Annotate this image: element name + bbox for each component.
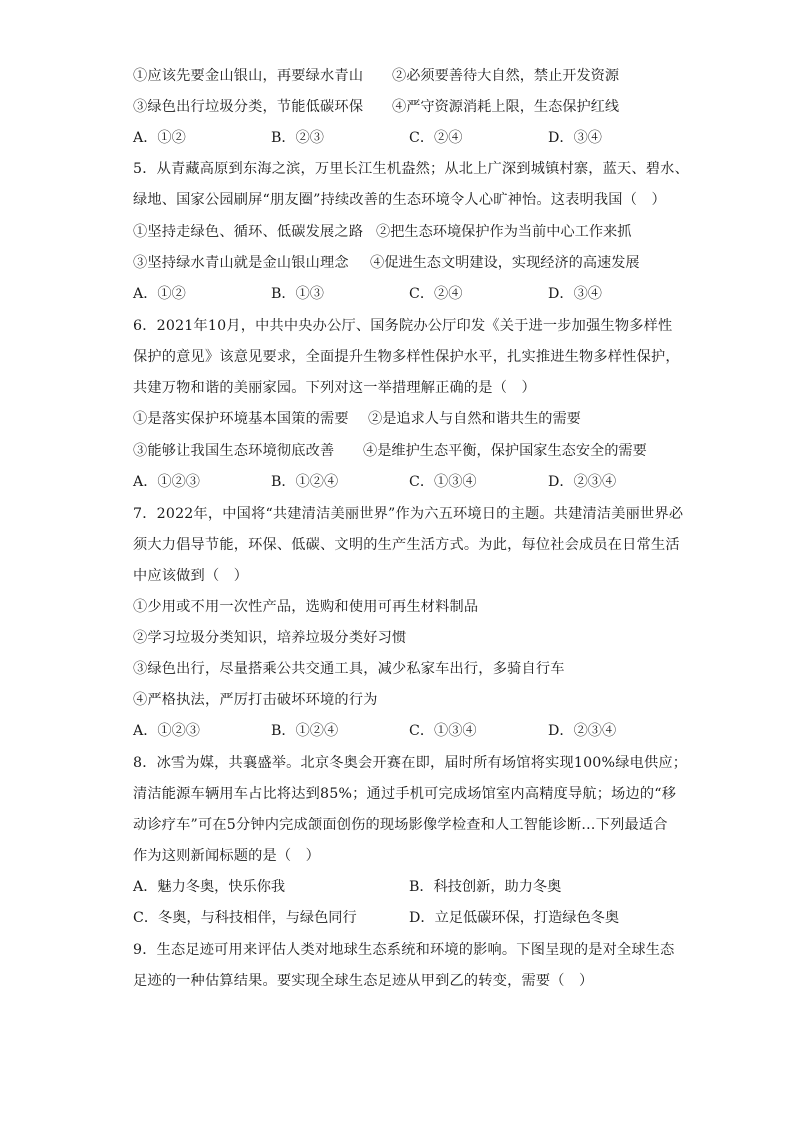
q5-stem-line-1: 5．从青藏高原到东海之滨，万里长江生机盎然；从北上广深到城镇村寨，蓝天、碧水、: [133, 161, 689, 177]
q9-stem-line-2: 足迹的一种估算结果。要实现全球生态足迹从甲到乙的转变，需要（ ）: [133, 973, 594, 989]
q5-statement-3: ③坚持绿水青山就是金山银山理念: [133, 255, 349, 271]
q7-statement-1: ①少用或不用一次性产品，选购和使用可再生材料制品: [133, 599, 479, 615]
q6-statement-2: ②是追求人与自然和谐共生的需要: [368, 411, 581, 427]
q7-option-b[interactable]: B．①②④: [271, 723, 339, 739]
q5-option-d[interactable]: D．③④: [548, 286, 602, 302]
q7-option-a[interactable]: A．①②③: [133, 723, 200, 739]
q5-statement-1: ①坚持走绿色、循环、低碳发展之路: [133, 224, 364, 240]
q6-stem-line-1: 6．2021年10月，中共中央办公厅、国务院办公厅印发《关于进一步加强生物多样性: [133, 318, 673, 334]
q5-statement-2: ②把生态环境保护作为当前中心工作来抓: [376, 224, 632, 240]
q4-option-d[interactable]: D．③④: [548, 130, 602, 146]
q4-statement-4: ④严守资源消耗上限，生态保护红线: [392, 99, 620, 115]
q8-stem-line-3: 动诊疗车”可在5分钟内完成颌面创伤的现场影像学检查和人工智能诊断…下列最适合: [133, 817, 668, 833]
q6-stem-line-3: 共建万物和谐的美丽家园。下列对这一举措理解正确的是（ ）: [133, 380, 536, 396]
q8-option-d[interactable]: D．立足低碳环保，打造绿色冬奥: [409, 910, 620, 926]
q6-option-a[interactable]: A．①②③: [133, 474, 200, 490]
q6-statement-4: ④是维护生态平衡，保护国家生态安全的需要: [363, 443, 647, 459]
q6-statement-1: ①是落实保护环境基本国策的需要: [133, 411, 349, 427]
q8-option-c[interactable]: C．冬奥，与科技相伴，与绿色同行: [133, 910, 357, 926]
q7-option-c[interactable]: C．①③④: [409, 723, 477, 739]
q8-stem-line-2: 清洁能源车辆用车占比将达到85%；通过手机可完成场馆室内高精度导航；场边的“移: [133, 786, 677, 802]
q7-statement-3: ③绿色出行，尽量搭乘公共交通工具，减少私家车出行，多骑自行车: [133, 661, 565, 677]
q5-option-a[interactable]: A．①②: [133, 286, 186, 302]
q4-option-c[interactable]: C．②④: [409, 130, 463, 146]
q6-option-b[interactable]: B．①②④: [271, 474, 339, 490]
q8-stem-line-4: 作为这则新闻标题的是（ ）: [133, 848, 321, 864]
q4-statement-2: ②必须要善待大自然，禁止开发资源: [392, 68, 620, 84]
q4-statement-1: ①应该先要金山银山，再要绿水青山: [133, 68, 364, 84]
q6-stem-line-2: 保护的意见》该意见要求，全面提升生物多样性保护水平，扎实推进生物多样性保护，: [133, 349, 680, 365]
q8-stem-line-1: 8．冰雪为媒，共襄盛举。北京冬奥会开赛在即，届时所有场馆将实现100%绿电供应；: [133, 755, 688, 771]
q6-option-c[interactable]: C．①③④: [409, 474, 477, 490]
q5-option-c[interactable]: C．②④: [409, 286, 463, 302]
q4-statement-3: ③绿色出行垃圾分类，节能低碳环保: [133, 99, 364, 115]
q7-stem-line-2: 须大力倡导节能，环保、低碳、文明的生产生活方式。为此，每位社会成员在日常生活: [133, 537, 680, 553]
q7-stem-line-3: 中应该做到（ ）: [133, 568, 249, 584]
q9-stem-line-1: 9．生态足迹可用来评估人类对地球生态系统和环境的影响。下图呈现的是对全球生态: [133, 942, 675, 958]
q6-statement-3: ③能够让我国生态环境彻底改善: [133, 443, 335, 459]
q5-stem-line-2: 绿地、国家公园刷屏“朋友圈”持续改善的生态环境令人心旷神怡。这表明我国（ ）: [133, 192, 666, 208]
q6-option-d[interactable]: D．②③④: [548, 474, 617, 490]
q8-option-b[interactable]: B．科技创新，助力冬奥: [409, 879, 562, 895]
q4-option-a[interactable]: A．①②: [133, 130, 186, 146]
q8-option-a[interactable]: A．魅力冬奥，快乐你我: [133, 879, 286, 895]
q4-option-b[interactable]: B．②③: [271, 130, 324, 146]
q5-option-b[interactable]: B．①③: [271, 286, 324, 302]
q5-statement-4: ④促进生态文明建设，实现经济的高速发展: [370, 255, 640, 271]
q7-statement-4: ④严格执法，严厉打击破坏环境的行为: [133, 692, 378, 708]
q7-statement-2: ②学习垃圾分类知识，培养垃圾分类好习惯: [133, 630, 407, 646]
q7-stem-line-1: 7．2022年，中国将“共建清洁美丽世界”作为六五环境日的主题。共建清洁美丽世界必: [133, 506, 684, 522]
q7-option-d[interactable]: D．②③④: [548, 723, 617, 739]
